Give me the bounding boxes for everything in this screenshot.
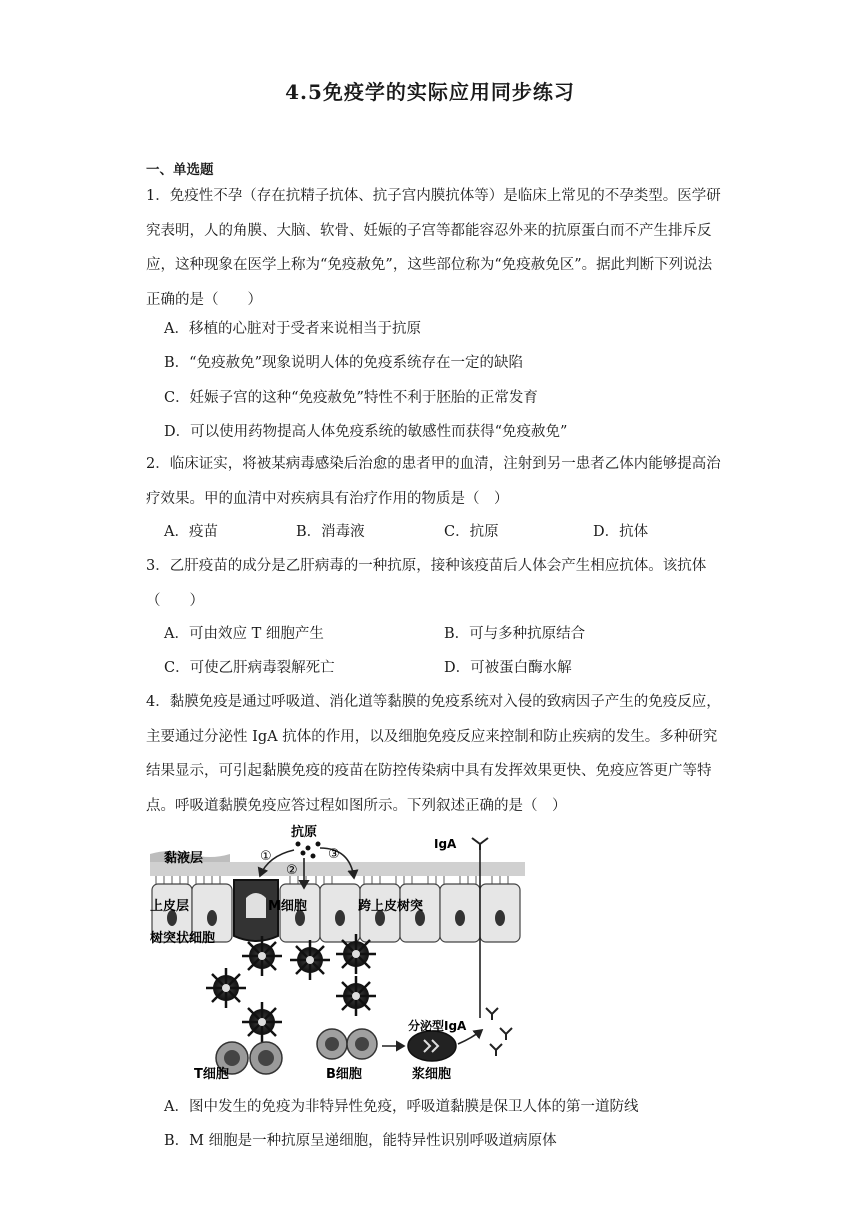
dendritic-cell <box>242 1002 282 1042</box>
label-epithelium: 上皮层 <box>150 899 190 914</box>
cilia <box>156 876 508 884</box>
mucus-strip <box>150 862 525 876</box>
label-trans-dc: 跨上皮树突 <box>358 899 424 914</box>
question-2-option-c: C．抗原 <box>444 524 499 540</box>
question-2-option-b: B．消毒液 <box>296 524 365 540</box>
label-step-1: ① <box>260 849 272 864</box>
dendritic-cell <box>290 940 330 980</box>
label-mucus-layer: 黏液层 <box>164 851 204 866</box>
secreted-iga-molecules <box>486 1008 512 1056</box>
mucosal-immunity-figure <box>150 818 530 1086</box>
question-1-option-a: A．移植的心脏对于受者来说相当于抗原 <box>164 321 421 337</box>
label-iga: IgA <box>434 837 457 851</box>
label-b-cell: B细胞 <box>326 1067 362 1082</box>
question-1-option-c: C．妊娠子宫的这种“免疫赦免”特性不利于胚胎的正常发育 <box>164 390 538 406</box>
question-1-option-d: D．可以使用药物提高人体免疫系统的敏感性而获得“免疫赦免” <box>164 424 568 440</box>
question-1-option-b: B．“免疫赦免”现象说明人体的免疫系统存在一定的缺陷 <box>164 355 523 371</box>
question-2-option-a: A．疫苗 <box>164 524 218 540</box>
b-cells <box>317 1029 377 1059</box>
question-4-option-b: B．M 细胞是一种抗原呈递细胞，能特异性识别呼吸道病原体 <box>164 1133 557 1149</box>
label-step-2: ② <box>286 863 298 878</box>
plasma-cell-shape <box>408 1031 456 1061</box>
question-1-stem: 1．免疫性不孕（存在抗精子抗体、抗子宫内膜抗体等）是临床上常见的不孕类型。医学研究表明，人的角膜、大脑、软骨、妊娠的子宫等都能容忍外来的抗原蛋白而不产生排斥反应，这种现象在医学上称为“免疫赦免”，这些部位称为“免疫赦免区”。据此判断下列说法正确的是（ ） <box>146 188 721 308</box>
question-4-stem: 4．黏膜免疫是通过呼吸道、消化道等黏膜的免疫系统对入侵的致病因子产生的免疫反应，主要通过分泌性 IgA 抗体的作用，以及细胞免疫反应来控制和防止疾病的发生。多种研究结果显示，可引起黏膜免疫的疫苗在防控传染病中具有发挥效果更快、免疫应答更广等特点。呼吸道黏膜免疫应答过程如图所示。下列叙述正确的是（ ） <box>146 694 721 814</box>
label-secretory-iga: 分泌型IgA <box>408 1019 467 1033</box>
label-t-cell: T细胞 <box>194 1067 229 1082</box>
label-dendritic: 树突状细胞 <box>150 931 216 946</box>
label-step-3: ③ <box>328 847 340 862</box>
m-cell-pocket <box>246 893 266 918</box>
page-title: 4.5免疫学的实际应用同步练习 <box>285 80 575 104</box>
dendritic-cell <box>336 934 376 974</box>
question-3-option-c: C．可使乙肝病毒裂解死亡 <box>164 660 335 676</box>
question-3-stem: 3．乙肝疫苗的成分是乙肝病毒的一种抗原，接种该疫苗后人体会产生相应抗体。该抗体（ ） <box>146 558 707 609</box>
dendritic-cell <box>242 936 282 976</box>
label-m-cell: M细胞 <box>268 899 307 914</box>
section-heading: 一、单选题 <box>146 162 214 178</box>
question-2-option-d: D．抗体 <box>593 524 649 540</box>
question-3-option-b: B．可与多种抗原结合 <box>444 626 586 642</box>
dendritic-cells <box>206 934 376 1042</box>
label-antigen: 抗原 <box>291 825 318 840</box>
question-3-option-a: A．可由效应 T 细胞产生 <box>164 626 324 642</box>
label-plasma-cell: 浆细胞 <box>412 1067 452 1082</box>
iga-molecule-top <box>472 838 488 850</box>
antigen-dots <box>296 842 321 859</box>
dendritic-cell <box>336 976 376 1016</box>
question-4-option-a: A．图中发生的免疫为非特异性免疫，呼吸道黏膜是保卫人体的第一道防线 <box>164 1099 639 1115</box>
question-3-option-d: D．可被蛋白酶水解 <box>444 660 572 676</box>
dendritic-cell <box>206 968 246 1008</box>
question-2-stem: 2．临床证实，将被某病毒感染后治愈的患者甲的血清，注射到另一患者乙体内能够提高治疗效果。甲的血清中对疾病具有治疗作用的物质是（ ） <box>146 456 721 507</box>
